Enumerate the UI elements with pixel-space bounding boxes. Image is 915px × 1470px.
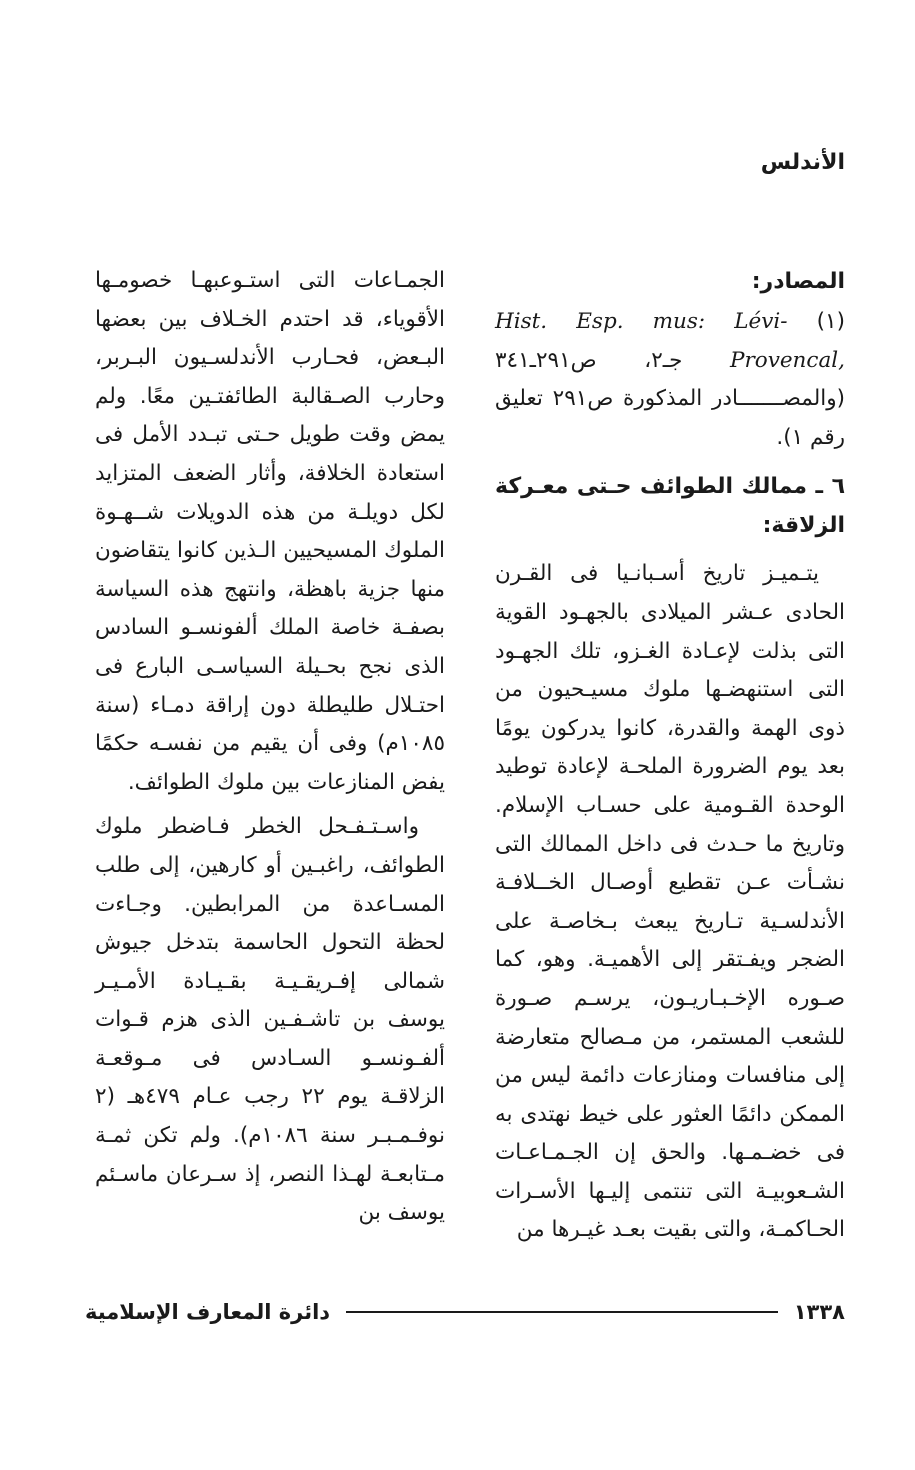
reference-entry <box>495 303 845 457</box>
page-footer <box>85 1292 845 1332</box>
section-heading: ٦ ـ ممالك الطوائف حـتى معـركة الزلاقة: <box>495 474 845 539</box>
publication-title: دائرة المعارف الإسلامية <box>85 1300 331 1324</box>
footer-rule <box>346 1311 778 1313</box>
reference-latin-citation: Hist. Esp. mus: Lévi-Provencal, <box>495 309 845 373</box>
body-paragraph: واسـتـفـحل الخطر فـاضطر ملوك الطوائف، راغبـين أو كارهين، إلى طلب المسـاعدة من المرابطين. وجـاءت لحظة التحول الحاسمة بتدخل جيوش شمالى إفـريقـيـة بقـيـادة الأمـيـر يوسف بن تاشـفـين الذى هزم قـوات ألفـونسـو السـادس فى مـوقعـة الزلاقـة يوم ٢٢ رجب عـام ٤٧٩هـ (٢ نوفـمـبـر سنة ١٠٨٦م). ولم تكن ثمـة مـتابعـة لهـذا النصر، إذ سـرعان ماسـئم يوسف بن <box>95 814 446 1226</box>
page-number: ١٣٣٨ <box>793 1300 845 1324</box>
reference-details: جـ٢، ص٢٩١ـ٣٤١ (والمصـــــــادر المذكورة ص٢٩١ تعليق رقم ١). <box>495 347 846 450</box>
right-column <box>495 262 845 1250</box>
body-paragraph: يتـميـز تاريخ أسـبانـيا فى القـرن الحادى عـشر الميلادى بالجهـود القوية التى بذلت لإعـادة الغـزو، تلك الجهـود التى استنهضـها ملوك مسيـحيون من ذوى الهمة والقدرة، كانوا يدركون يومًا بعد يوم الضرورة الملحـة لإعادة توطيد الوحدة القـومية على حسـاب الإسلام. وتاريخ ما حـدث فى داخل الممالك التى نشـأت عـن تقطيع أوصـال الخــلافـة الأندلسـية تـاريخ يبعث بـخاصـة على الضجر ويفـتقر إلى الأهميـة. وهو، كما صـوره الإخـبـاريـون، يرسـم صـورة للشعب المستمر، من مـصالح متعارضة إلى منافسات ومنازعات دائمة ليس من الممكن دائمًا العثور على خيط نهتدى به فى خضـمـها. والحق إن الجـمـاعـات الشـعوبيـة التى تنتمى إليـها الأسـرات الحـاكمـة، والتى بقيت بعـد غيـرها من <box>495 561 845 1243</box>
running-header: الأندلس <box>760 150 845 175</box>
left-column <box>95 262 445 1233</box>
reference-number: (١) <box>816 309 845 334</box>
body-paragraph: الجمـاعات التى استـوعبهـا خصومـها الأقوياء، قد احتدم الخـلاف بين بعضها البـعض، فحـارب الأندلسـيون البـربر، وحارب الصـقالبة الطائفتـين معًا. ولم يمض وقت طويل حـتى تبـدد الأمل فى استعادة الخلافة، وأثار الضعف المتزايد لكل دويلـة من هذه الدويلات شــهـوة الملوك المسيحيين الـذين كانوا يتقاضون منها جزية باهظة، وانتهج هذه السياسة بصفـة خاصة الملك ألفونسـو السادس الذى نجح بحـيلة السياسـى البارع فى احتـلال طليطلة دون إراقة دمـاء (سنة ١٠٨٥م) وفى أن يقيم من نفسـه حكمًا يفض المنازعات بين ملوك الطوائف. <box>95 268 445 795</box>
sources-heading: المصادر: <box>751 269 845 294</box>
